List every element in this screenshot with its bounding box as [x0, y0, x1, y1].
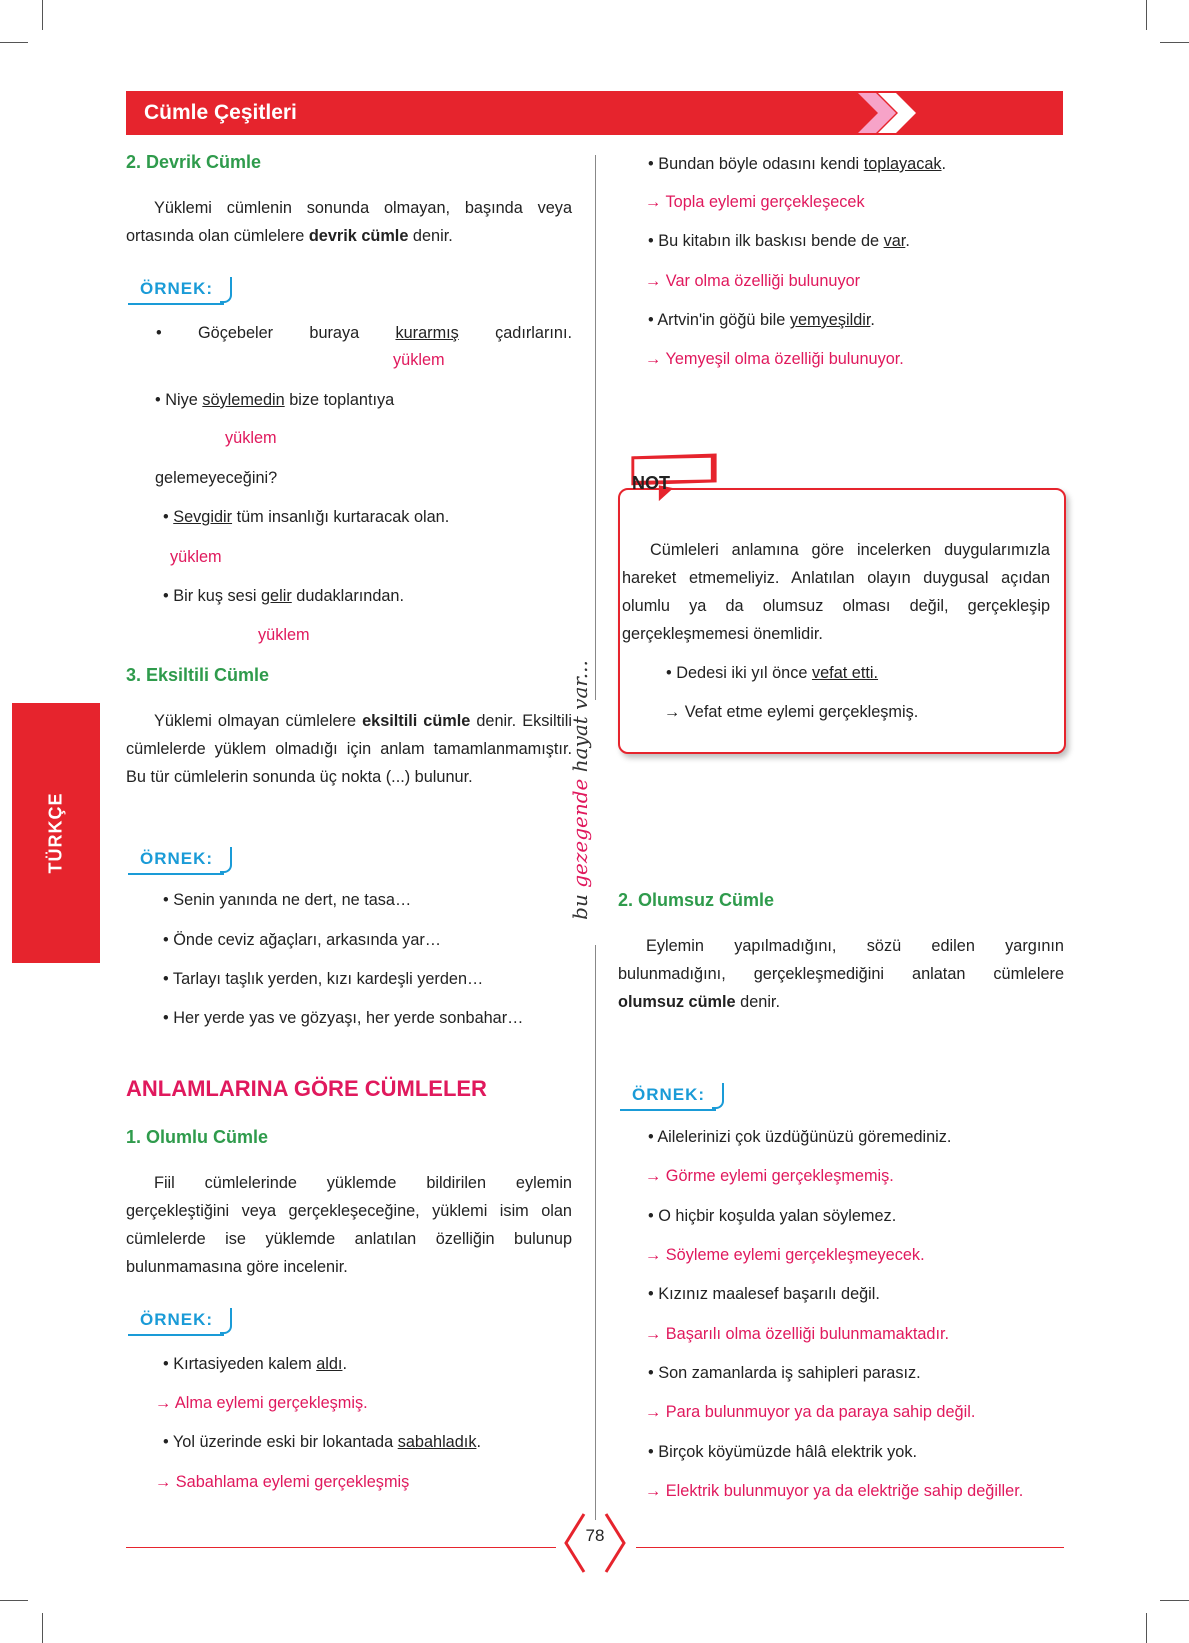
devrik-example-1: • Göçebeler buraya kurarmış çadırlarını. [156, 324, 572, 342]
crop-mark [42, 0, 43, 30]
ornek-badge: ÖRNEK: [128, 1306, 232, 1336]
olumsuz-example-note: → Elektrik bulunmuyor ya da elektriğe sahip değiller. [645, 1482, 1024, 1500]
olumlu-example-2-note: → Sabahlama eylemi gerçekleşmiş [155, 1473, 410, 1491]
olumsuz-example-note: → Para bulunmuyor ya da paraya sahip değil. [645, 1403, 976, 1421]
column-divider [595, 945, 596, 1520]
olumlu-example-4-note: → Var olma özelliği bulunuyor [645, 272, 861, 290]
note-label: NOT [632, 473, 670, 493]
eksiltili-example: • Senin yanında ne dert, ne tasa… [163, 891, 412, 909]
column-divider [595, 155, 596, 700]
olumlu-example-3-note: → Topla eylemi gerçekleşecek [645, 193, 865, 211]
page-number: 78 [585, 1526, 605, 1545]
ornek-badge: ÖRNEK: [128, 275, 232, 305]
note-example-note: → Vefat etme eylemi gerçekleşmiş. [664, 703, 919, 721]
eksiltili-paragraph: Yüklemi olmayan cümlelere eksiltili cümle denir. Eksiltili cümlelerde yüklem olmadığı için anlam tamamlanmamıştır. Bu tür cümlelerin sonunda üç nokta (...) bulunur. [126, 712, 572, 786]
note-example: • Dedesi iki yıl önce vefat etti. [666, 664, 879, 682]
olumlu-example-1: • Kırtasiyeden kalem aldı. [163, 1355, 347, 1373]
olumlu-paragraph: Fiil cümlelerinde yüklemde bildirilen eylemin gerçekleştiğini veya gerçekleşeceğine, yüklemi isim olan cümlelerde ise yüklemde anlatılan özelliğin bulunup bulunmamasına göre incelenir. [126, 1174, 572, 1276]
footer-rule-right [636, 1547, 1064, 1548]
olumlu-example-3: • Bundan böyle odasını kendi toplayacak. [648, 155, 947, 173]
eksiltili-heading: 3. Eksiltili Cümle [126, 665, 270, 685]
footer-rule-left [126, 1547, 556, 1548]
olumsuz-heading: 2. Olumsuz Cümle [618, 890, 775, 910]
double-chevron-icon [856, 91, 936, 135]
subject-side-tab [12, 703, 100, 963]
olumlu-example-4: • Bu kitabın ilk baskısı bende de var. [648, 232, 910, 250]
olumsuz-example: • O hiçbir koşulda yalan söylemez. [648, 1207, 897, 1225]
eksiltili-example: • Her yerde yas ve gözyaşı, her yerde sonbahar… [163, 1009, 524, 1027]
subject-label: TÜRKÇE [45, 792, 66, 874]
slogan-vertical: bu gezegende hayat var... [568, 660, 592, 920]
olumsuz-example: • Kızınız maalesef başarılı değil. [648, 1285, 880, 1303]
olumsuz-example: • Birçok köyümüzde hâlâ elektrik yok. [648, 1443, 918, 1461]
olumlu-example-1-note: → Alma eylemi gerçekleşmiş. [155, 1394, 368, 1412]
devrik-example-2: • Niye söylemedin bize toplantıya [155, 391, 395, 409]
eksiltili-example: • Tarlayı taşlık yerden, kızı kardeşli yerden… [163, 970, 484, 988]
yuklem-tag: yüklem [170, 548, 222, 566]
eksiltili-example: • Önde ceviz ağaçları, arkasında yar… [163, 931, 442, 949]
olumlu-example-2: • Yol üzerinde eski bir lokantada sabahladık. [163, 1433, 481, 1451]
anlam-section-heading: ANLAMLARINA GÖRE CÜMLELER [126, 1076, 487, 1101]
crop-mark [0, 1600, 28, 1601]
olumsuz-paragraph: Eylemin yapılmadığını, sözü edilen yargının bulunmadığını, gerçekleşmediğini anlatan cümlelere olumsuz cümle denir. [618, 937, 1064, 1011]
crop-mark [1146, 1613, 1147, 1643]
devrik-example-2-cont: gelemeyeceğini? [155, 469, 278, 487]
devrik-example-3: • Sevgidir tüm insanlığı kurtaracak olan. [163, 508, 450, 526]
yuklem-tag: yüklem [393, 351, 445, 369]
olumsuz-example-note: → Görme eylemi gerçekleşmemiş. [645, 1167, 894, 1185]
ornek-badge: ÖRNEK: [128, 845, 232, 875]
olumlu-heading: 1. Olumlu Cümle [126, 1127, 269, 1147]
yuklem-tag: yüklem [225, 429, 277, 447]
crop-mark [0, 42, 28, 43]
note-paragraph: Cümleleri anlamına göre incelerken duygularımızla hareket etmemeliyiz. Anlatılan olayın duygusal açıdan olumlu ya da olumsuz olması değil, gerçekleşip gerçekleşmemesi önemlidir. [622, 541, 1050, 643]
olumlu-example-5-note: → Yemyeşil olma özelliği bulunuyor. [645, 350, 904, 368]
olumsuz-example: • Ailelerinizi çok üzdüğünüzü göremediniz. [648, 1128, 952, 1146]
devrik-heading: 2. Devrik Cümle [126, 152, 262, 172]
crop-mark [1160, 42, 1189, 43]
olumlu-example-5: • Artvin'in göğü bile yemyeşildir. [648, 311, 875, 329]
olumsuz-example: • Son zamanlarda iş sahipleri parasız. [648, 1364, 921, 1382]
crop-mark [42, 1613, 43, 1643]
chapter-title: Cümle Çeşitleri [144, 101, 297, 124]
crop-mark [1160, 1600, 1189, 1601]
devrik-paragraph: Yüklemi cümlenin sonunda olmayan, başında veya ortasında olan cümlelere devrik cümle denir. [126, 199, 572, 245]
crop-mark [1146, 0, 1147, 30]
olumsuz-example-note: → Söyleme eylemi gerçekleşmeyecek. [645, 1246, 925, 1264]
devrik-example-4: • Bir kuş sesi gelir dudaklarından. [163, 587, 405, 605]
olumsuz-example-note: → Başarılı olma özelliği bulunmamaktadır. [645, 1325, 950, 1343]
yuklem-tag: yüklem [258, 626, 310, 644]
ornek-badge: ÖRNEK: [620, 1081, 724, 1111]
chapter-header [126, 91, 1063, 135]
